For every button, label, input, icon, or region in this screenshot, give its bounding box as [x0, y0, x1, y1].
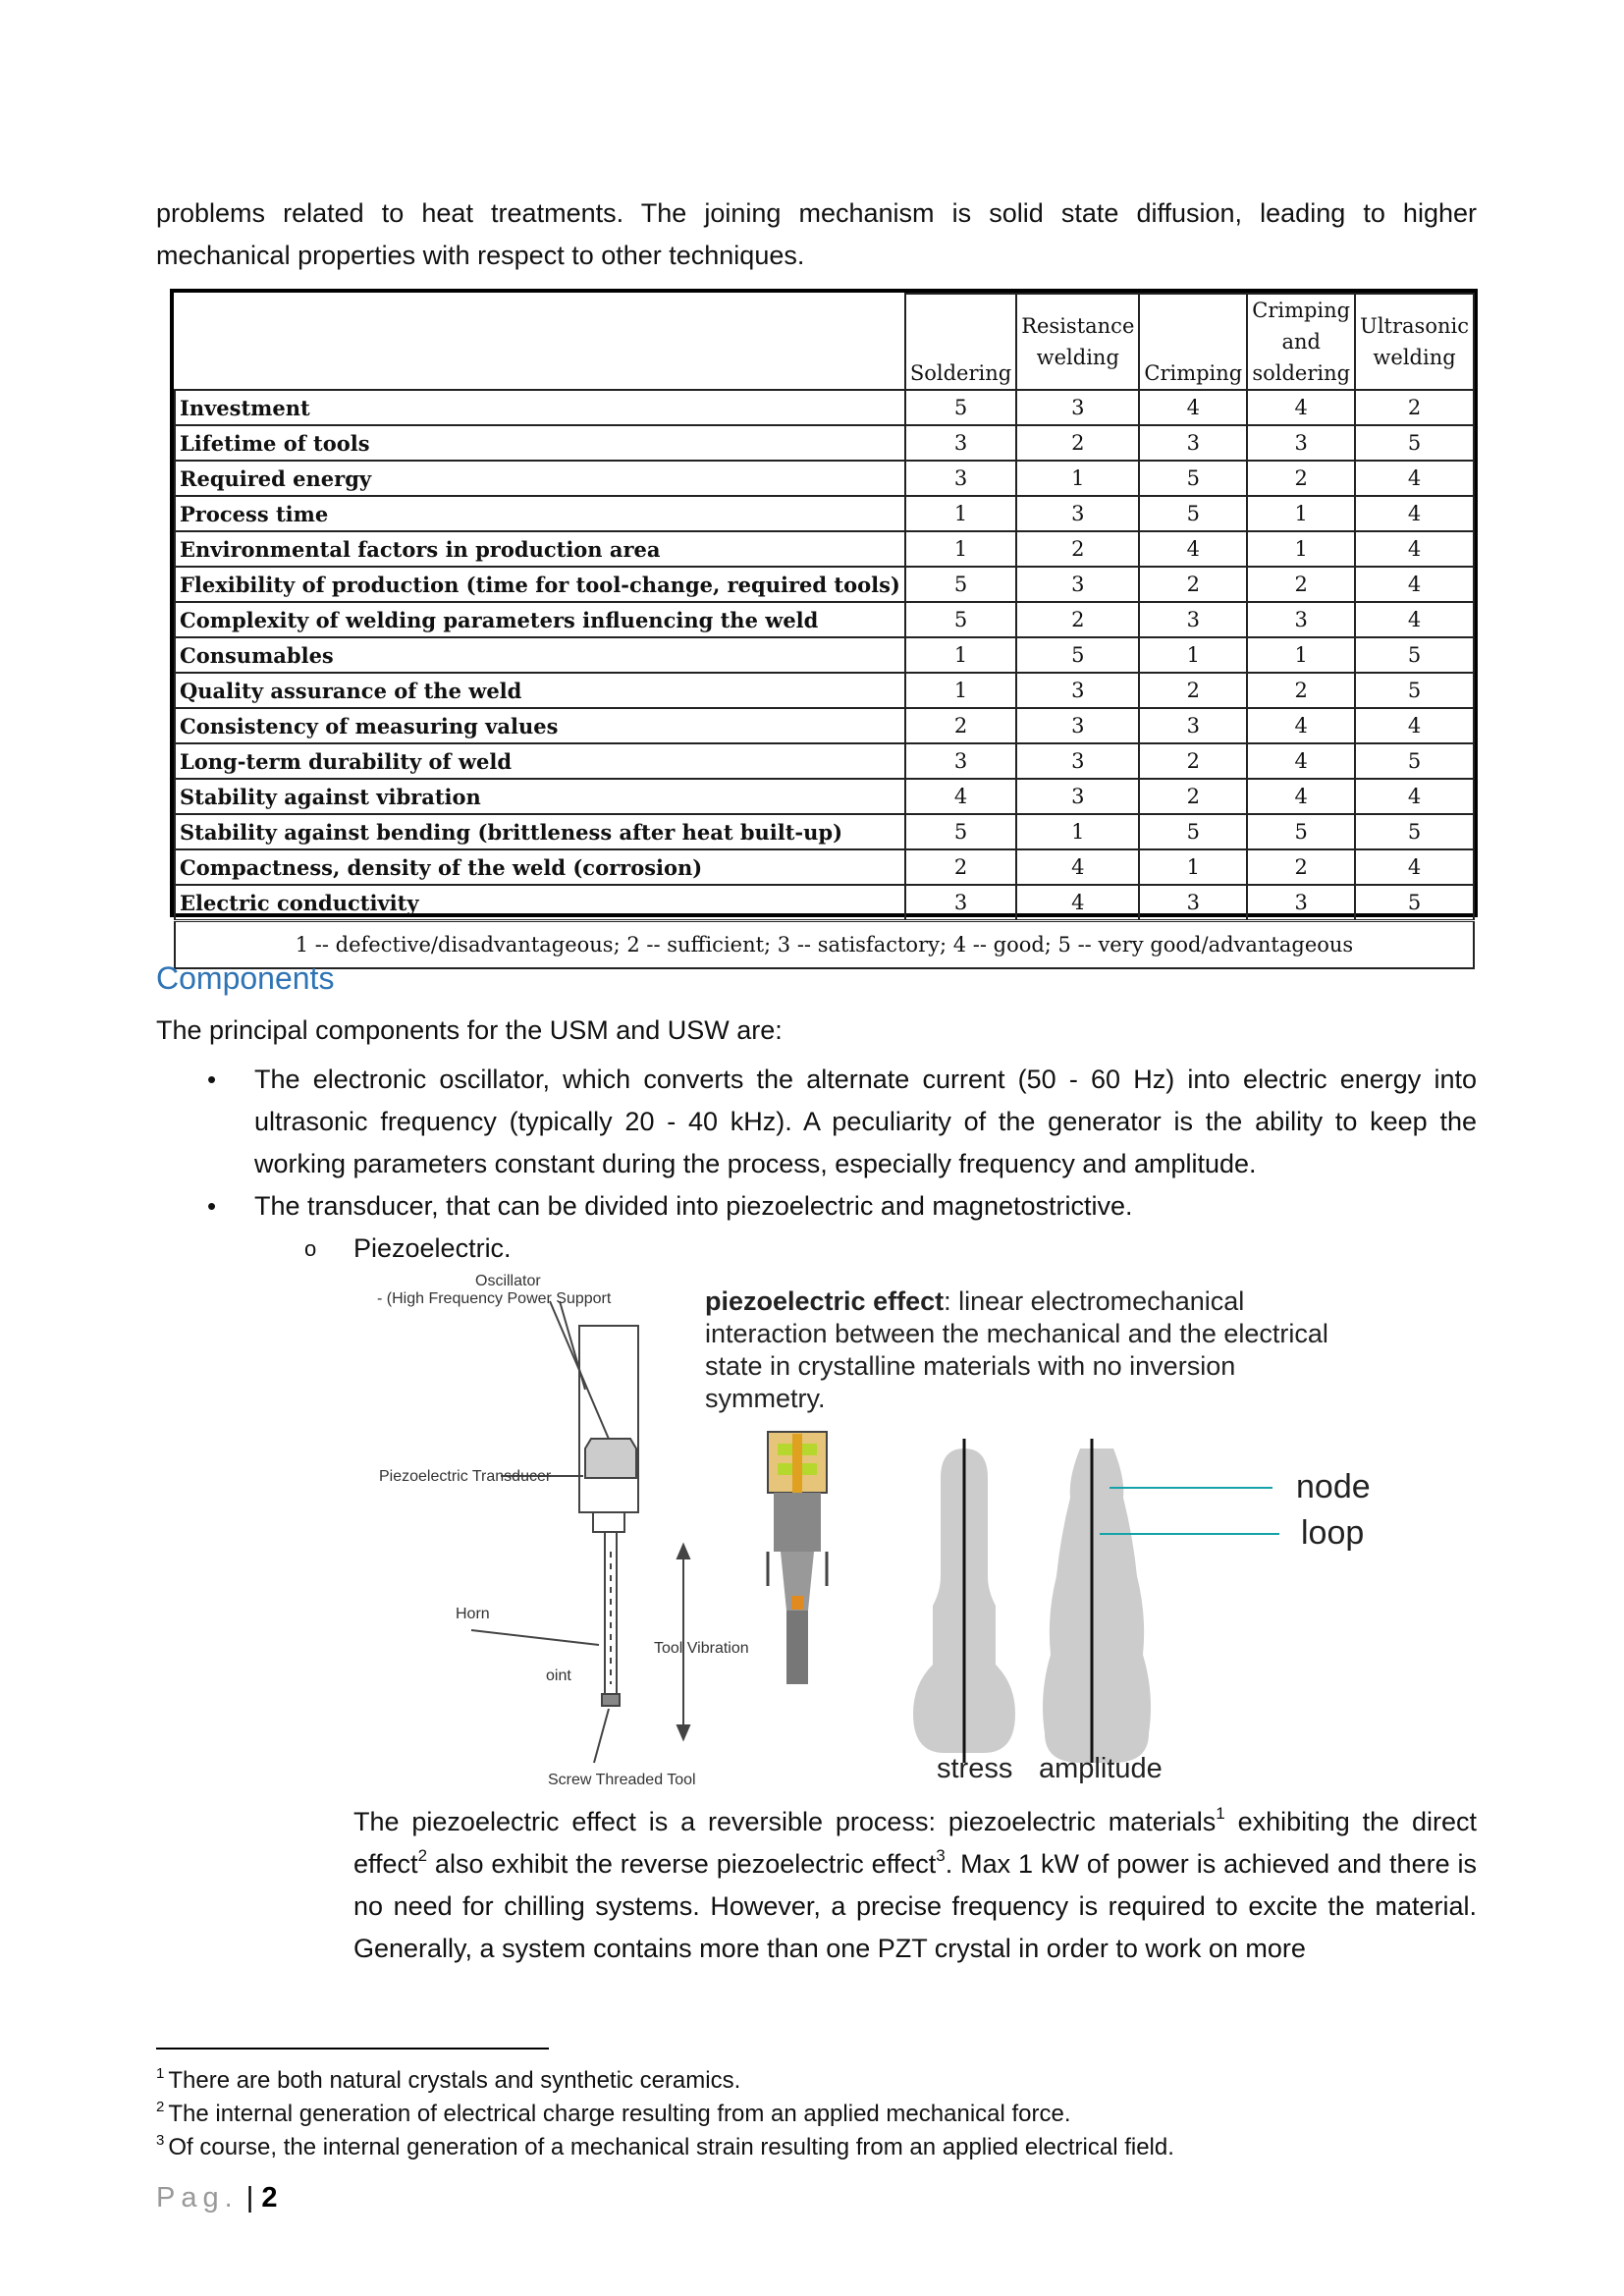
score-cell: 1 — [905, 531, 1016, 567]
score-cell: 1 — [1139, 849, 1247, 885]
transducer-illustration — [768, 1432, 827, 1684]
score-cell: 4 — [1139, 531, 1247, 567]
score-cell: 4 — [1355, 602, 1474, 637]
score-cell: 5 — [1139, 461, 1247, 496]
score-cell: 2 — [1247, 461, 1355, 496]
score-cell: 2 — [1016, 425, 1139, 461]
list-item: • The electronic oscillator, which converts the alternate current (50 - 60 Hz) into electric energy into ultrasonic frequency (typically 20 - 40 kHz). A peculiarity of the generator is the ability to keep the working parameters constant during the process, especially frequency and amplitude. — [156, 1059, 1477, 1185]
criterion-cell: Flexibility of production (time for tool-change, required tools) — [175, 567, 905, 602]
score-cell: 1 — [905, 637, 1016, 673]
score-cell: 3 — [1139, 708, 1247, 743]
score-cell: 1 — [1016, 814, 1139, 849]
score-cell: 2 — [1247, 673, 1355, 708]
score-cell: 3 — [1016, 708, 1139, 743]
score-cell: 3 — [1016, 779, 1139, 814]
joint-label: oint — [546, 1667, 571, 1684]
tool-pointer — [594, 1709, 609, 1763]
piezo-paragraph: The piezoelectric effect is a reversible process: piezoelectric materials$^1$ exhibiting the direct effect$^2$ also exhibit the reverse piezoelectric effect$^3$. Max 1 kW of power is achieved and there is no need for chilling systems. However, a precise frequency is required to excite the material. Generally, a system contains more than one PZT crystal in order to work on more — [353, 1804, 1478, 1963]
criterion-cell: Stability against bending (brittleness after heat built-up) — [175, 814, 905, 849]
score-cell: 3 — [1016, 673, 1139, 708]
table-row — [175, 567, 1474, 602]
score-cell: 4 — [1016, 849, 1139, 885]
score-cell: 3 — [1139, 425, 1247, 461]
header-corner — [175, 294, 905, 390]
column-header: Resistance welding — [1016, 294, 1139, 390]
score-cell: 1 — [1139, 637, 1247, 673]
score-cell: 1 — [905, 496, 1016, 531]
score-cell: 2 — [1139, 673, 1247, 708]
score-cell: 3 — [1016, 567, 1139, 602]
footnote-ref[interactable]: 1 — [1216, 1804, 1225, 1823]
criterion-cell: Investment — [175, 390, 905, 425]
score-cell: 3 — [1139, 602, 1247, 637]
criterion-cell: Environmental factors in production area — [175, 531, 905, 567]
score-cell: 3 — [1016, 496, 1139, 531]
effect-definition — [705, 1285, 1353, 1415]
score-cell: 1 — [1247, 531, 1355, 567]
column-header: Ultrasonic welding — [1355, 294, 1474, 390]
criterion-cell: Complexity of welding parameters influencing the weld — [175, 602, 905, 637]
amplitude-profile-shape — [1043, 1439, 1279, 1763]
node-label: node — [1296, 1468, 1371, 1505]
table-row — [175, 461, 1474, 496]
criterion-cell: Required energy — [175, 461, 905, 496]
horn-label: Horn — [456, 1606, 490, 1622]
booster-flange — [593, 1512, 624, 1532]
table-row — [175, 814, 1474, 849]
score-cell: 3 — [905, 461, 1016, 496]
amplitude-label: amplitude — [1039, 1753, 1163, 1784]
score-cell: 2 — [1139, 743, 1247, 779]
page-number: 2 — [261, 2182, 278, 2214]
score-cell: 2 — [1139, 779, 1247, 814]
tool-vibration-label: Tool Vibration — [654, 1640, 749, 1657]
score-cell: 4 — [1139, 390, 1247, 425]
score-cell: 4 — [1355, 779, 1474, 814]
piezoelectric-figure — [363, 1272, 1404, 1802]
score-cell: 4 — [1355, 849, 1474, 885]
score-cell: 4 — [905, 779, 1016, 814]
score-cell: 1 — [1016, 461, 1139, 496]
column-header: Soldering — [905, 294, 1016, 390]
table-row — [175, 849, 1474, 885]
score-cell: 4 — [1355, 461, 1474, 496]
score-cell: 3 — [1247, 425, 1355, 461]
effect-term: piezoelectric effect — [705, 1286, 945, 1316]
score-cell: 5 — [1355, 425, 1474, 461]
table-row — [175, 885, 1474, 921]
loop-label: loop — [1301, 1514, 1365, 1552]
score-cell: 5 — [1355, 673, 1474, 708]
vibration-arrow-up — [677, 1545, 689, 1558]
table-row — [175, 708, 1474, 743]
oscillator-label: Oscillator — [475, 1273, 541, 1289]
oscillator-housing — [579, 1326, 638, 1512]
score-cell: 5 — [905, 567, 1016, 602]
footnote-separator — [156, 2048, 549, 2050]
footnote: $^2$ The internal generation of electrical charge resulting from an applied mechanical force. — [156, 2099, 1071, 2127]
score-cell: 4 — [1247, 779, 1355, 814]
score-cell: 2 — [1247, 567, 1355, 602]
screw-tool-label: Screw Threaded Tool — [548, 1772, 696, 1788]
score-cell: 5 — [1355, 814, 1474, 849]
effect-definition-text: : linear electromechanical interaction between the mechanical and the electrical state in crystalline materials with no inversion symmetry. — [705, 1286, 1328, 1413]
score-cell: 3 — [905, 885, 1016, 921]
footnote: $^3$ Of course, the internal generation of a mechanical strain resulting from an applied electrical field. — [156, 2132, 1174, 2160]
score-cell: 2 — [1016, 602, 1139, 637]
score-cell: 2 — [905, 849, 1016, 885]
score-cell: 5 — [1355, 743, 1474, 779]
criterion-cell: Consistency of measuring values — [175, 708, 905, 743]
sub-item-label: Piezoelectric. — [353, 1233, 512, 1263]
section-heading: Components — [156, 960, 335, 996]
score-cell: 3 — [1247, 885, 1355, 921]
score-cell: 5 — [1355, 885, 1474, 921]
table-row — [175, 673, 1474, 708]
criterion-cell: Lifetime of tools — [175, 425, 905, 461]
score-cell: 4 — [1247, 390, 1355, 425]
score-cell: 3 — [905, 425, 1016, 461]
score-cell: 5 — [1016, 637, 1139, 673]
score-cell: 4 — [1016, 885, 1139, 921]
components-list — [156, 1059, 1477, 1228]
score-cell: 1 — [1247, 637, 1355, 673]
score-cell: 2 — [1247, 849, 1355, 885]
ultrasonic-tool-schematic — [471, 1301, 689, 1763]
footnote-ref[interactable]: 3 — [936, 1846, 946, 1865]
oscillator-pointer-2 — [560, 1301, 585, 1390]
criterion-cell: Quality assurance of the weld — [175, 673, 905, 708]
vibration-arrow-down — [677, 1725, 689, 1739]
score-cell: 3 — [1016, 743, 1139, 779]
score-cell: 2 — [905, 708, 1016, 743]
score-cell: 2 — [1016, 531, 1139, 567]
score-cell: 3 — [1139, 885, 1247, 921]
table-legend-row — [175, 921, 1474, 969]
table-legend: 1 -- defective/disadvantageous; 2 -- sufficient; 3 -- satisfactory; 4 -- good; 5 -- very good/advantageous — [175, 921, 1474, 969]
sub-bullet-marker: o — [304, 1236, 317, 1261]
table-row — [175, 743, 1474, 779]
score-cell: 4 — [1355, 496, 1474, 531]
score-cell: 5 — [1139, 496, 1247, 531]
score-cell: 4 — [1247, 708, 1355, 743]
criterion-cell: Stability against vibration — [175, 779, 905, 814]
score-cell: 1 — [1247, 496, 1355, 531]
score-cell: 5 — [1139, 814, 1247, 849]
score-cell: 5 — [905, 814, 1016, 849]
intro-line-2: mechanical properties with respect to other techniques. — [156, 241, 805, 270]
criterion-cell: Long-term durability of weld — [175, 743, 905, 779]
column-header: Crimping and soldering — [1247, 294, 1355, 390]
horn-pointer — [471, 1630, 599, 1645]
table-row — [175, 425, 1474, 461]
score-cell: 5 — [905, 390, 1016, 425]
page-footer: Pag. | 2 — [156, 2182, 278, 2214]
score-cell: 1 — [905, 673, 1016, 708]
stress-label: stress — [937, 1753, 1013, 1784]
list-item: • The transducer, that can be divided into piezoelectric and magnetostrictive. — [156, 1185, 1477, 1228]
transducer-shape — [585, 1439, 636, 1478]
score-cell: 3 — [1016, 390, 1139, 425]
table-row — [175, 496, 1474, 531]
table-row — [175, 637, 1474, 673]
score-cell: 4 — [1247, 743, 1355, 779]
table-row — [175, 779, 1474, 814]
footnote-ref[interactable]: 2 — [417, 1846, 428, 1865]
components-intro: The principal components for the USM and USW are: — [156, 1015, 783, 1045]
criterion-cell: Compactness, density of the weld (corrosion) — [175, 849, 905, 885]
comparison-table — [170, 289, 1478, 957]
score-cell: 3 — [905, 743, 1016, 779]
score-cell: 4 — [1355, 567, 1474, 602]
score-cell: 5 — [905, 602, 1016, 637]
page-label: Pag. — [156, 2182, 239, 2214]
stress-profile-shape — [913, 1439, 1015, 1763]
oscillator-support-label: - (High Frequency Power Support — [377, 1290, 612, 1307]
criterion-cell: Consumables — [175, 637, 905, 673]
score-cell: 2 — [1355, 390, 1474, 425]
criterion-cell: Process time — [175, 496, 905, 531]
intro-line-1: problems related to heat treatments. The joining mechanism is solid state diffusion, leading to higher — [156, 198, 1477, 228]
score-cell: 5 — [1247, 814, 1355, 849]
score-cell: 3 — [1247, 602, 1355, 637]
table-row — [175, 602, 1474, 637]
footnote: $^1$ There are both natural crystals and synthetic ceramics. — [156, 2065, 741, 2094]
screw-threaded-tool — [602, 1694, 620, 1706]
column-header: Crimping — [1139, 294, 1247, 390]
score-cell: 5 — [1355, 637, 1474, 673]
score-cell: 2 — [1139, 567, 1247, 602]
table-row — [175, 531, 1474, 567]
transducer-label: Piezoelectric Transducer — [379, 1468, 552, 1485]
criterion-cell: Electric conductivity — [175, 885, 905, 921]
score-cell: 4 — [1355, 708, 1474, 743]
score-cell: 4 — [1355, 531, 1474, 567]
table-header-row — [175, 294, 1474, 390]
table-row — [175, 390, 1474, 425]
